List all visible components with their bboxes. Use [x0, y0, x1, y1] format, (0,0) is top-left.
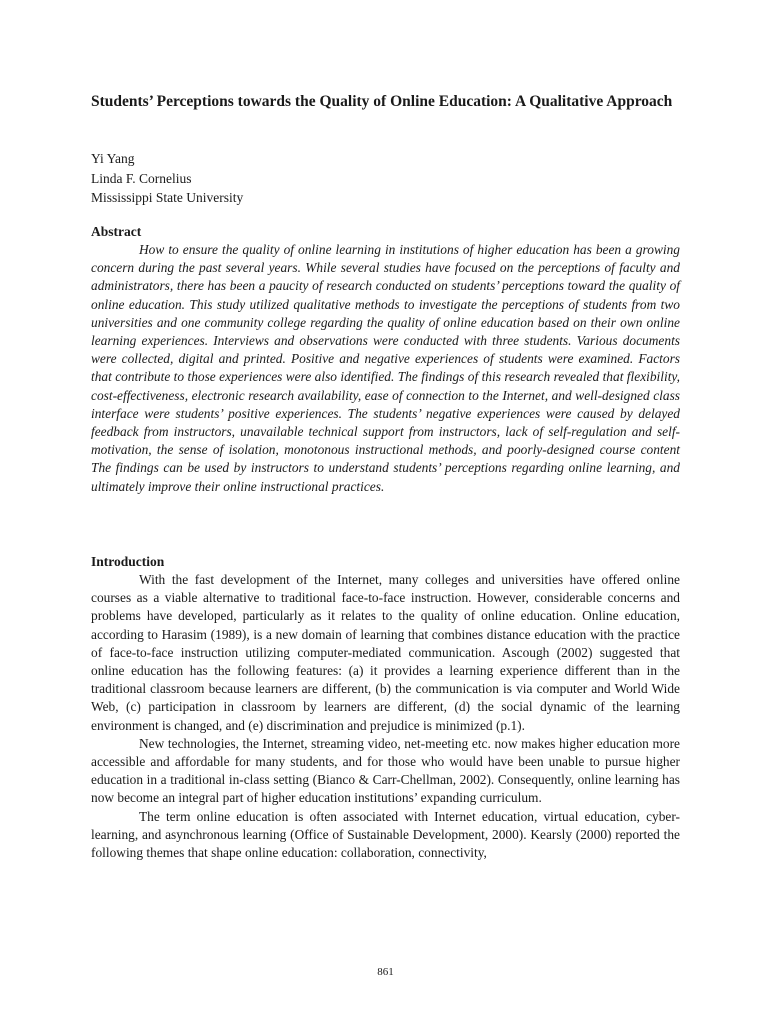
author-name: Linda F. Cornelius	[91, 170, 192, 186]
paper-page	[91, 0, 680, 1024]
introduction-body	[91, 571, 680, 862]
introduction-paragraph: With the fast development of the Internet, many colleges and universities have offered online courses as a viable alternative to traditional face-to-face instruction. However, considerable concerns and problems have developed, particularly as it relates to the quality of online education. Online education, according to Harasim (1989), is a new domain of learning that combines distance education with the practice of face-to-face instruction utilizing computer-mediated communication. Ascough (2002) suggested that online education has the following features: (a) it provides a learning experience different than in the traditional classroom because learners are different, (b) the communication is via computer and World Wide Web, (c) participation in classroom by learners are different, (d) the social dynamic of the learning environment is changed, and (e) discrimination and prejudice is minimized (p.1).	[91, 572, 680, 733]
author-block	[91, 149, 680, 208]
abstract-heading: Abstract	[91, 224, 142, 239]
abstract-text: How to ensure the quality of online learning in institutions of higher education has been a growing concern during the past several years. While several studies have focused on the perceptions of faculty and administrators, there has been a paucity of research conducted on students’ perceptions toward the quality of online education. This study utilized qualitative methods to investigate the perceptions of students from two universities and one community college regarding the quality of online education based on their own online learning experiences. Interviews and observations were conducted with three students. Various documents were collected, digital and printed. Positive and negative experiences of students were examined. Factors that contribute to those experiences were also identified. The findings of this research revealed that flexibility, cost-effectiveness, electronic research availability, ease of connection to the Internet, and well-designed class interface were students’ positive experiences. The students’ negative experiences were caused by delayed feedback from instructors, unavailable technical support from instructors, lack of self-regulation and self-motivation, the sense of isolation, monotonous instructional methods, and poorly-designed course content The findings can be used by instructors to understand students’ perceptions regarding online learning, and ultimately improve their online instructional practices.	[91, 242, 680, 494]
introduction-paragraph: New technologies, the Internet, streaming video, net-meeting etc. now makes higher education more accessible and affordable for many students, and for those who would have been unable to pursue higher education in a traditional in-class setting (Bianco & Carr-Chellman, 2002). Consequently, online learning has now become an integral part of higher education institutions’ expanding curriculum.	[91, 735, 680, 806]
page-number: 861	[377, 966, 394, 978]
author-affiliation: Mississippi State University	[91, 190, 244, 205]
author-name: Yi Yang	[91, 151, 135, 166]
introduction-heading: Introduction	[91, 554, 165, 569]
introduction-paragraph: The term online education is often associated with Internet education, virtual education, cyber-learning, and asynchronous learning (Office of Sustainable Development, 2000). Kearsly (2000) reported the following themes that shape online education: collaboration, connectivity,	[91, 808, 680, 861]
paper-title: Students’ Perceptions towards the Quality of Online Education: A Qualitative Approach	[91, 93, 673, 110]
